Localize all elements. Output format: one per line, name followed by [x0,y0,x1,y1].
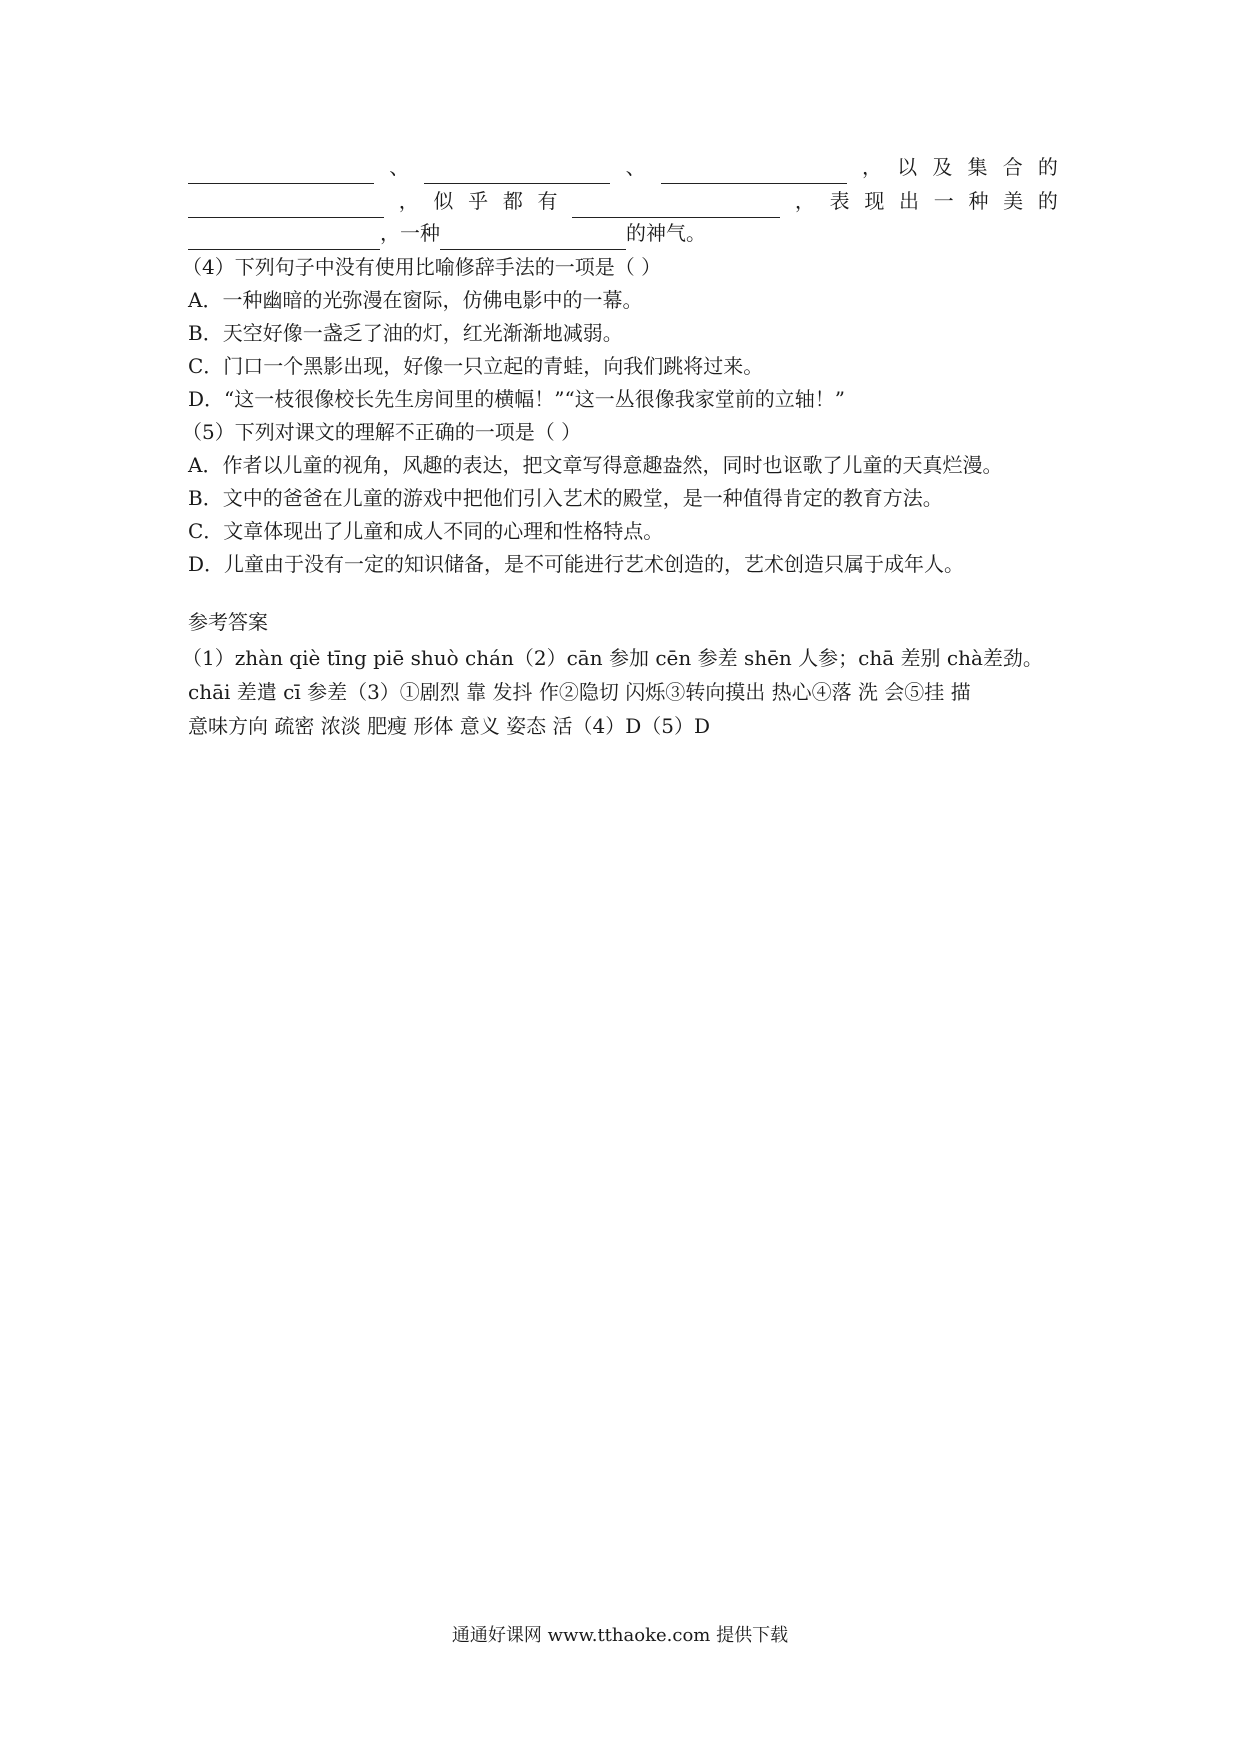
q4-option-b: B．天空好像一盏乏了油的灯，红光渐渐地减弱。 [188,321,623,345]
answer-line-1: （1）zhàn qiè tīng piē shuò chán（2）cān 参加 cēn 参差 shēn 人参；chā 差别 chà差劲。 [182,646,1043,670]
word-char: 表 [829,189,850,213]
word-char: 都 [502,189,523,213]
word-char: 及 [932,155,953,179]
separator: ， [794,189,815,213]
answer-blank [661,161,847,184]
answer-blank [188,227,380,250]
word-char: 乎 [468,189,489,213]
q4-option-d: D．“这一枝很像校长先生房间里的横幅！”“这一丛很像我家堂前的立轴！” [188,387,845,411]
answer-line-3: 意味方向 疏密 浓淡 肥瘦 形体 意义 姿态 活（4）D（5）D [188,714,711,738]
word-char: 有 [537,189,558,213]
q5-option-b: B．文中的爸爸在儿童的游戏中把他们引入艺术的殿堂，是一种值得肯定的教育方法。 [188,486,943,510]
page-footer: 通通好课网 www.tthaoke.com 提供下载 [451,1625,789,1646]
answers-heading: 参考答案 [188,610,268,634]
q4-option-a: A．一种幽暗的光弥漫在窗际，仿佛电影中的一幕。 [188,288,643,312]
answer-blank [440,227,626,250]
separator: 、 [389,155,410,179]
line-text: ，一种 [380,221,440,245]
word-char: 以 [897,155,918,179]
answer-blank [188,195,384,218]
separator: ， [861,155,882,179]
word-char: 的 [1037,189,1058,213]
word-char: 集 [967,155,988,179]
q4-option-c: C．门口一个黑影出现，好像一只立起的青蛙，向我们跳将过来。 [188,354,764,378]
word-char: 美 [1003,189,1024,213]
word-char: 一 [933,189,954,213]
word-char: 合 [1002,155,1023,179]
separator: ， [398,189,419,213]
word-char: 现 [864,189,885,213]
question-5-stem: （5）下列对课文的理解不正确的一项是（ ） [182,420,582,444]
q5-option-d: D．儿童由于没有一定的知识储备，是不可能进行艺术创造的，艺术创造只属于成年人。 [188,552,965,576]
q5-option-c: C．文章体现出了儿童和成人不同的心理和性格特点。 [188,519,664,543]
word-char: 似 [433,189,454,213]
answer-blank [188,161,374,184]
word-char: 出 [899,189,920,213]
separator: 、 [625,155,646,179]
answer-blank [572,195,780,218]
q5-option-a: A．作者以儿童的视角，风趣的表达，把文章写得意趣盎然，同时也讴歌了儿童的天真烂漫。 [188,453,1003,477]
line-text: 的神气。 [626,221,706,245]
word-char: 的 [1037,155,1058,179]
fill-line-1 [188,150,1058,184]
answer-line-2: chāi 差遣 cī 参差（3）①剧烈 靠 发抖 作②隐切 闪烁③转向摸出 热心④落 洗 会⑤挂 描 [188,680,971,704]
answer-blank [424,161,610,184]
fill-line-2 [188,184,1058,218]
word-char: 种 [968,189,989,213]
question-4-stem: （4）下列句子中没有使用比喻修辞手法的一项是（ ） [182,255,662,279]
fill-line-3 [188,216,1058,250]
